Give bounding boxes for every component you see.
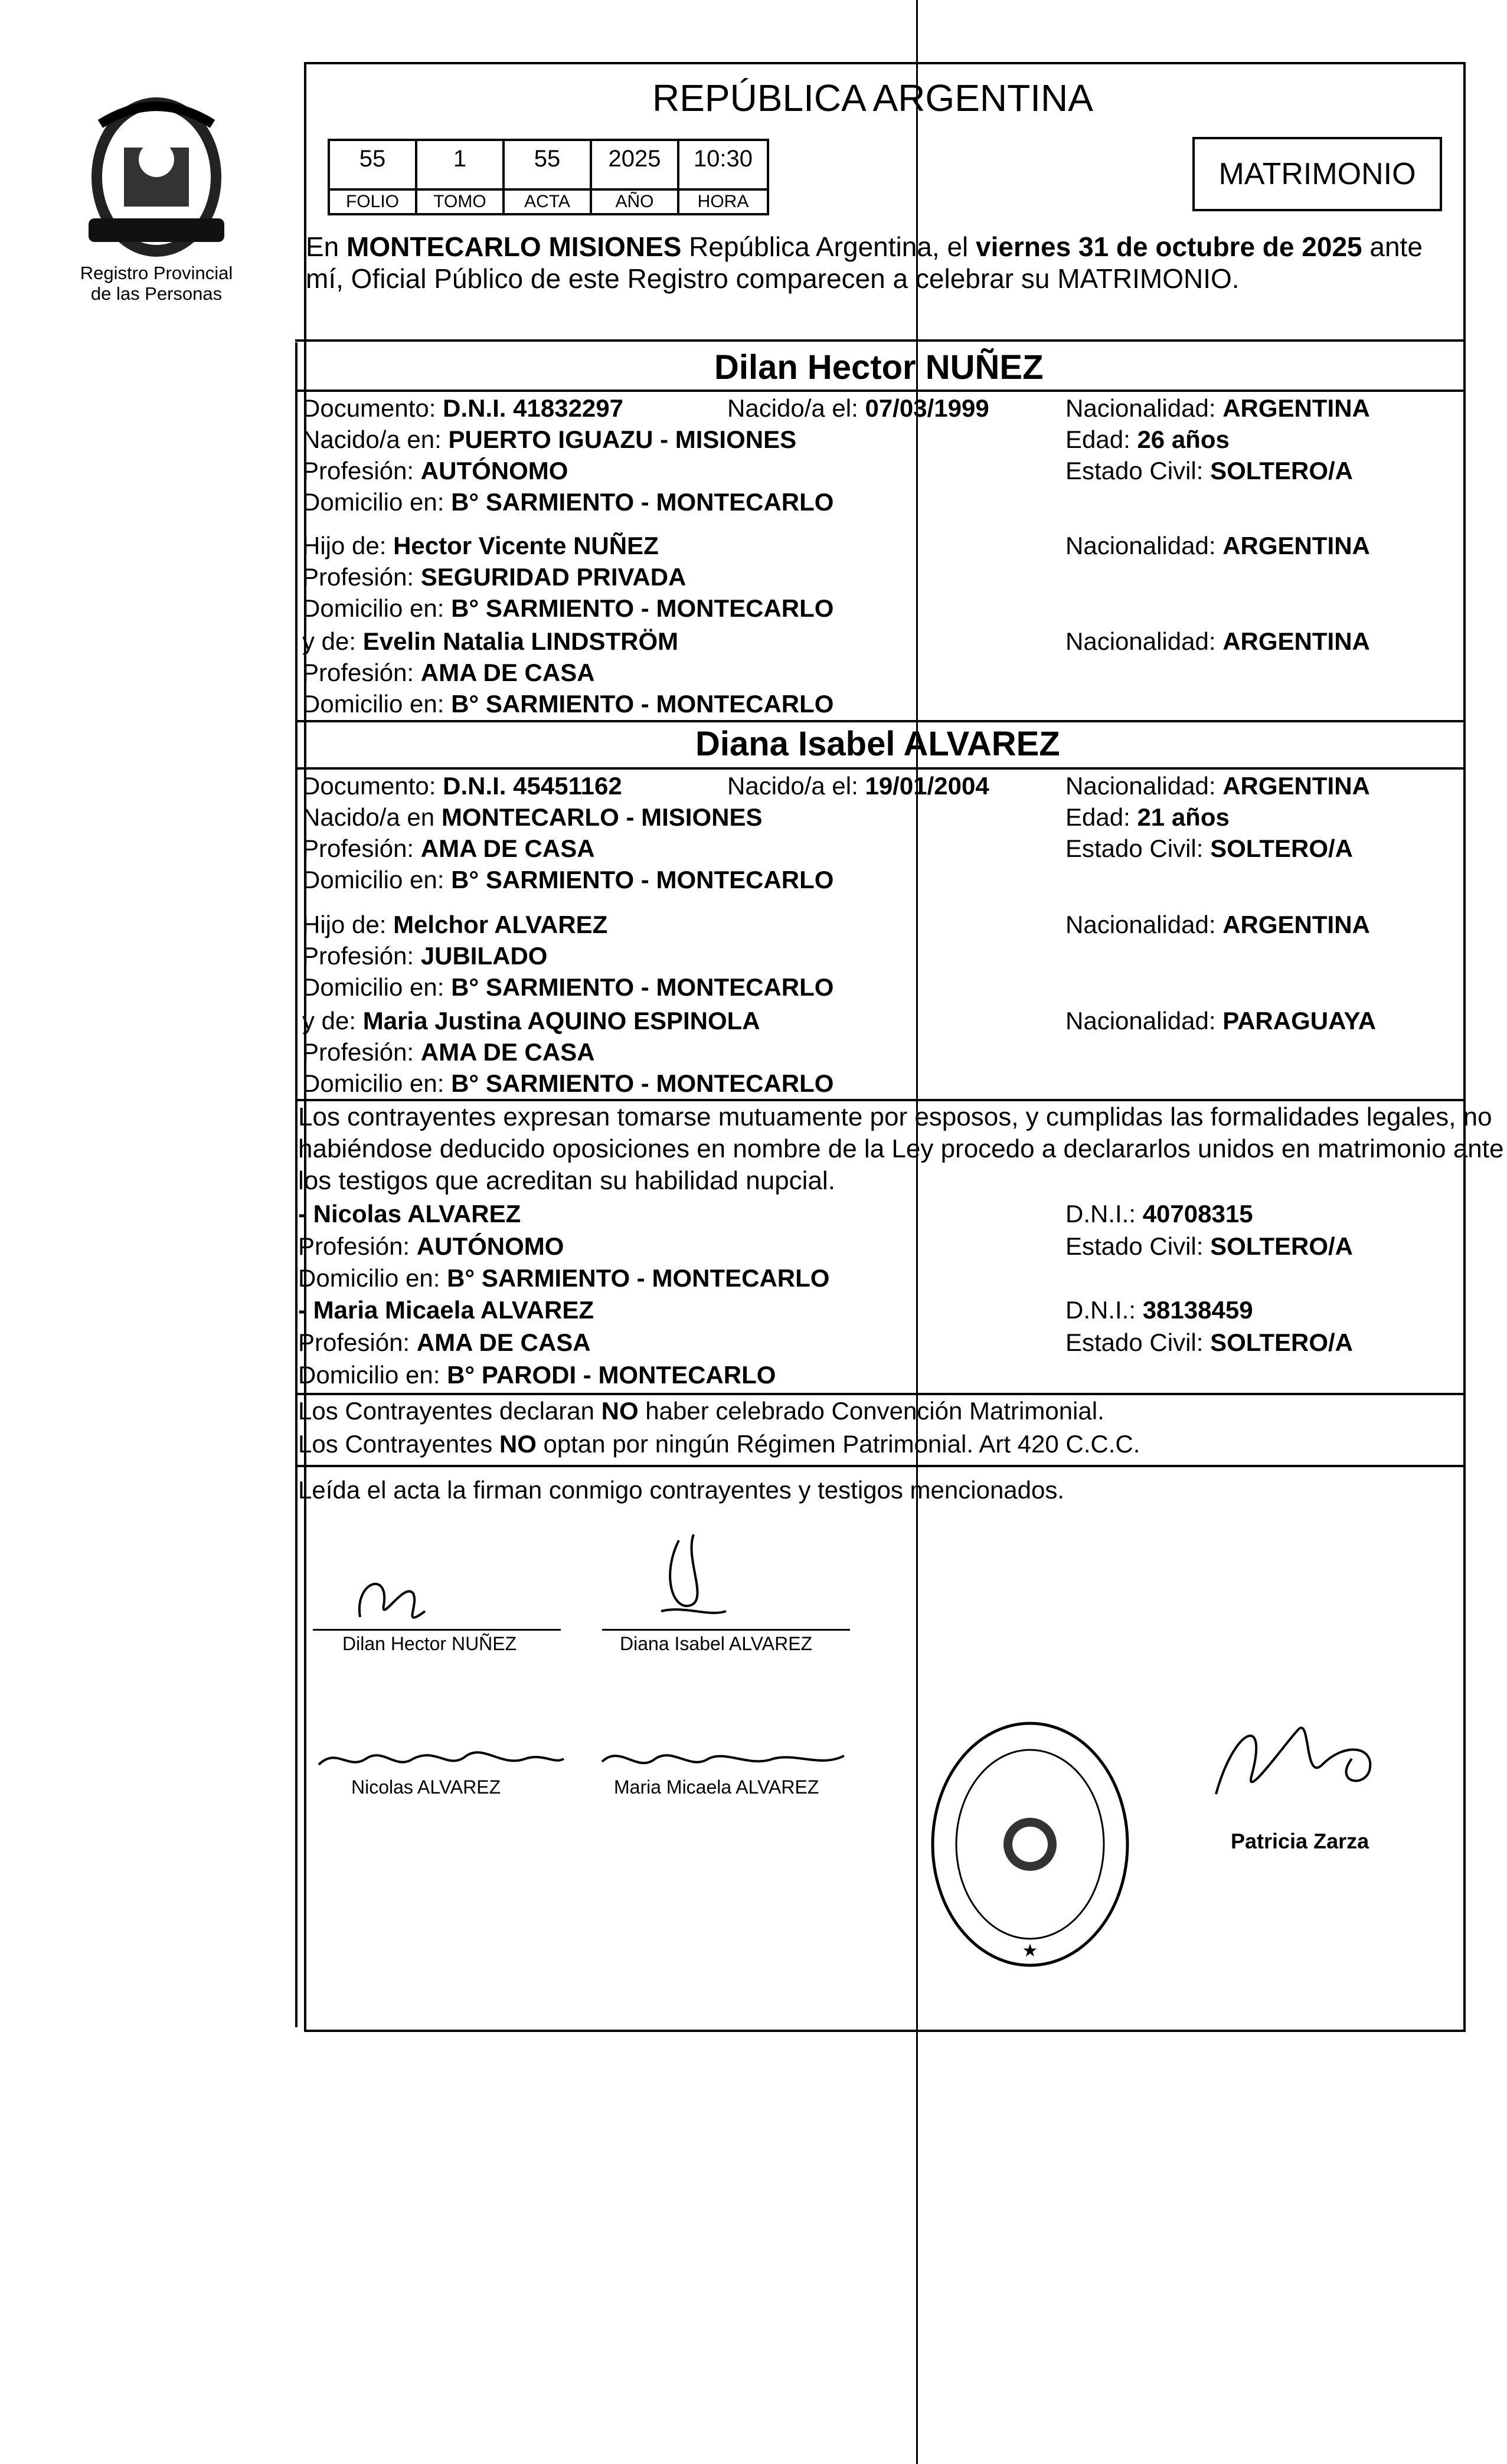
groom-mother-domicile: Domicilio en: B° SARMIENTO - MONTECARLO [302, 690, 834, 718]
groom-civil-status: Estado Civil: SOLTERO/A [1065, 457, 1353, 485]
groom-name: Dilan Hector NUÑEZ [714, 348, 1044, 387]
bride-doc: Documento: D.N.I. 45451162 [302, 772, 622, 800]
box-folio: 55 FOLIO [330, 141, 417, 213]
witness-1-profession: Profesión: AUTÓNOMO [298, 1232, 564, 1260]
witness-2-civil-status: Estado Civil: SOLTERO/A [1065, 1328, 1353, 1356]
intro-line-1: En MONTECARLO MISIONES República Argentina, el viernes 31 de octubre de 2025 ante [306, 231, 1423, 262]
witness-1-civil-status: Estado Civil: SOLTERO/A [1065, 1232, 1353, 1260]
divider-regime [295, 1393, 1463, 1395]
bride-domicile: Domicilio en: B° SARMIENTO - MONTECARLO [302, 866, 834, 894]
bride-birthplace: Nacido/a en MONTECARLO - MISIONES [302, 803, 763, 831]
witness-2-signature-label: Maria Micaela ALVAREZ [614, 1776, 819, 1798]
registry-logo [77, 89, 236, 266]
groom-mother-profession: Profesión: AMA DE CASA [302, 659, 595, 686]
declaration-line-3: los testigos que acreditan su habilidad nupcial. [298, 1166, 835, 1195]
bride-signature [649, 1523, 738, 1629]
logo-line-2: de las Personas [90, 283, 223, 304]
intro-line-2: mí, Oficial Público de este Registro comparecen a celebrar su MATRIMONIO. [306, 263, 1240, 294]
groom-age: Edad: 26 años [1065, 426, 1230, 453]
groom-doc: Documento: D.N.I. 41832297 [302, 394, 623, 422]
record-type-box [1192, 137, 1442, 211]
witness-1-dni: D.N.I.: 40708315 [1065, 1200, 1253, 1228]
bride-mother-profession: Profesión: AMA DE CASA [302, 1038, 595, 1066]
official-signature [1198, 1706, 1393, 1812]
groom-profession: Profesión: AUTÓNOMO [302, 457, 568, 485]
groom-birthdate: Nacido/a el: 07/03/1999 [727, 394, 989, 422]
bride-mother: y de: Maria Justina AQUINO ESPINOLA [302, 1007, 760, 1035]
bride-profession: Profesión: AMA DE CASA [302, 835, 595, 862]
witness-2-profession: Profesión: AMA DE CASA [298, 1328, 591, 1356]
groom-signature-label: Dilan Hector NUÑEZ [342, 1633, 517, 1654]
witness-2-domicile: Domicilio en: B° PARODI - MONTECARLO [298, 1361, 776, 1389]
groom-father-profession: Profesión: SEGURIDAD PRIVADA [302, 563, 687, 591]
box-tomo: 1 TOMO [417, 141, 505, 213]
witness-2-name: - Maria Micaela ALVAREZ [298, 1296, 594, 1324]
groom-birthplace: Nacido/a en: PUERTO IGUAZU - MISIONES [302, 426, 797, 453]
bride-father-nationality: Nacionalidad: ARGENTINA [1065, 911, 1370, 938]
declaration-line-1: Los contrayentes expresan tomarse mutuamente por esposos, y cumplidas las formalidades legales, no [298, 1102, 1492, 1131]
box-acta: 55 ACTA [505, 141, 592, 213]
svg-text:★: ★ [1022, 1941, 1038, 1961]
groom-nationality: Nacionalidad: ARGENTINA [1065, 394, 1370, 422]
witness-2-signature [596, 1741, 850, 1776]
bride-age: Edad: 21 años [1065, 803, 1230, 831]
page-title: REPÚBLICA ARGENTINA [652, 77, 1093, 119]
bride-nationality: Nacionalidad: ARGENTINA [1065, 772, 1370, 800]
official-stamp-name: Patricia Zarza [1231, 1829, 1369, 1853]
witness-1-signature [313, 1741, 567, 1776]
divider-closing [295, 1465, 1463, 1467]
witness-1-domicile: Domicilio en: B° SARMIENTO - MONTECARLO [298, 1264, 830, 1292]
groom-father-domicile: Domicilio en: B° SARMIENTO - MONTECARLO [302, 594, 834, 622]
divider-declaration [295, 1099, 1463, 1101]
declaration-line-2: habiéndose deducido oposiciones en nombre de la Ley procedo a declararlos unidos en matrimonio ante [298, 1134, 1504, 1163]
groom-father: Hijo de: Hector Vicente NUÑEZ [302, 532, 659, 559]
witness-1-name: - Nicolas ALVAREZ [298, 1200, 521, 1228]
closing-line: Leída el acta la firman conmigo contrayentes y testigos mencionados. [298, 1476, 1065, 1504]
bride-signature-label: Diana Isabel ALVAREZ [620, 1633, 813, 1654]
bride-birthdate: Nacido/a el: 19/01/2004 [727, 772, 989, 800]
groom-signature [348, 1558, 437, 1635]
witness-1-signature-label: Nicolas ALVAREZ [351, 1776, 501, 1798]
bride-father-domicile: Domicilio en: B° SARMIENTO - MONTECARLO [302, 973, 834, 1001]
divider-bride-name [295, 767, 1463, 770]
record-type: MATRIMONIO [1218, 157, 1416, 191]
regime-line-2: Los Contrayentes NO optan por ningún Régimen Patrimonial. Art 420 C.C.C. [298, 1430, 1140, 1458]
divider-groom-name [295, 390, 1463, 392]
groom-mother: y de: Evelin Natalia LINDSTRÖM [302, 627, 679, 655]
groom-signature-line [313, 1629, 561, 1631]
divider-bride-top [295, 720, 1463, 722]
groom-domicile: Domicilio en: B° SARMIENTO - MONTECARLO [302, 488, 834, 516]
witness-2-dni: D.N.I.: 38138459 [1065, 1296, 1253, 1324]
registry-seal [927, 1717, 1133, 1971]
divider-groom-top [295, 339, 1463, 342]
bride-mother-nationality: Nacionalidad: PARAGUAYA [1065, 1007, 1377, 1035]
groom-mother-nationality: Nacionalidad: ARGENTINA [1065, 627, 1370, 655]
left-border-lower [295, 342, 298, 2027]
regime-line-1: Los Contrayentes declaran NO haber celebrado Convención Matrimonial. [298, 1397, 1104, 1425]
bride-name: Diana Isabel ALVAREZ [695, 725, 1060, 763]
box-anio: 2025 AÑO [592, 141, 679, 213]
groom-father-nationality: Nacionalidad: ARGENTINA [1065, 532, 1370, 559]
box-hora: 10:30 HORA [679, 141, 767, 213]
bride-father: Hijo de: Melchor ALVAREZ [302, 911, 608, 938]
logo-line-1: Registro Provincial [80, 263, 233, 283]
bride-signature-line [602, 1629, 850, 1631]
bride-father-profession: Profesión: JUBILADO [302, 942, 548, 970]
bride-civil-status: Estado Civil: SOLTERO/A [1065, 835, 1353, 862]
bride-mother-domicile: Domicilio en: B° SARMIENTO - MONTECARLO [302, 1069, 834, 1097]
record-number-boxes [328, 139, 769, 215]
